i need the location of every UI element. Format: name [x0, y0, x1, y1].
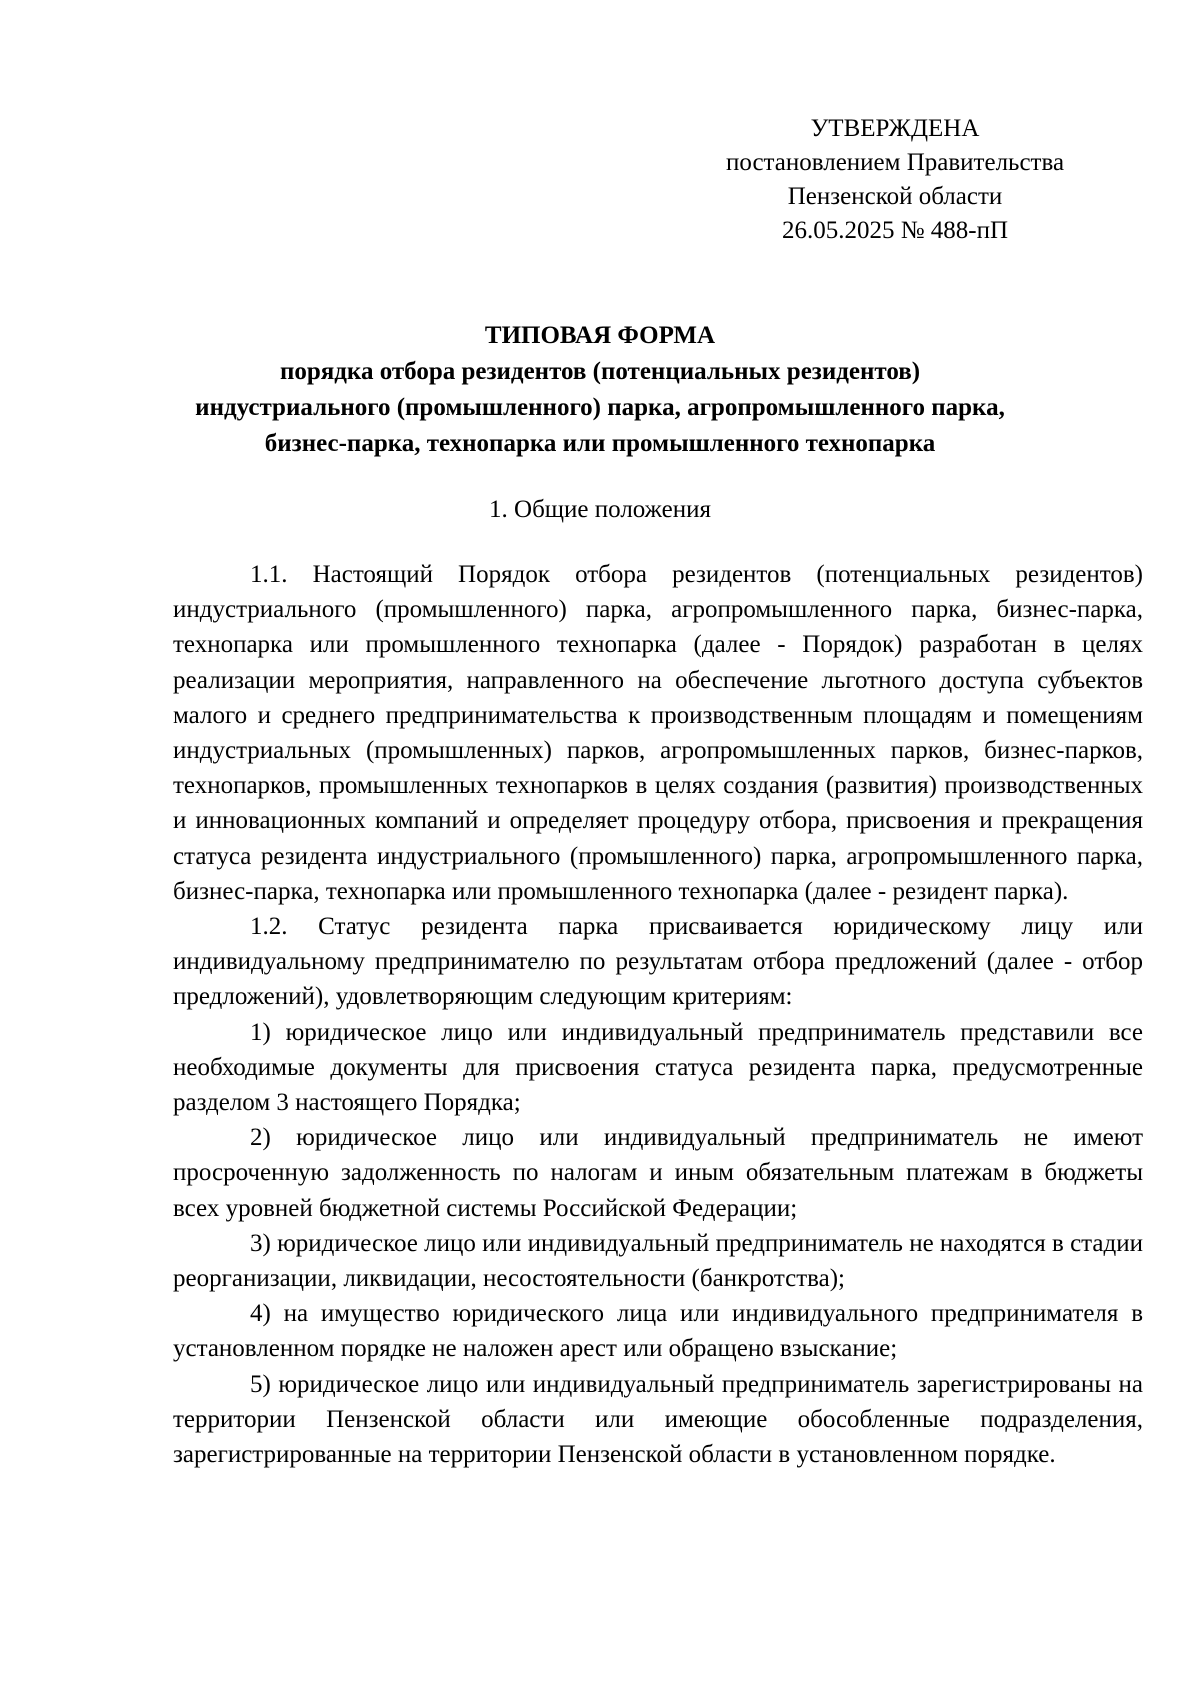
title-line-3: индустриального (промышленного) парка, агропромышленного парка,	[195, 394, 1005, 421]
document-title	[150, 318, 1050, 462]
approval-stamp	[690, 112, 1100, 248]
criterion-3: 3) юридическое лицо или индивидуальный предприниматель не находятся в стадии реорганизации, ликвидации, несостоятельности (банкротства);	[173, 1229, 1143, 1293]
document-body	[173, 557, 1143, 1472]
criterion-2: 2) юридическое лицо или индивидуальный предприниматель не имеют просроченную задолженность по налогам и иным обязательным платежам в бюджеты всех уровней бюджетной системы Российской Федерации;	[173, 1124, 1143, 1222]
approval-status: УТВЕРЖДЕНА	[810, 115, 980, 142]
approval-authority: постановлением Правительства	[725, 149, 1065, 176]
approval-date-number: 26.05.2025 № 488-пП	[781, 217, 1009, 244]
title-line-2: порядка отбора резидентов (потенциальных резидентов)	[279, 358, 921, 385]
criterion-4: 4) на имущество юридического лица или индивидуального предпринимателя в установленном порядке не наложен арест или обращено взыскание;	[173, 1300, 1143, 1363]
section-heading: 1. Общие положения	[489, 496, 711, 523]
title-line-4: бизнес-парка, технопарка или промышленного технопарка	[264, 430, 936, 457]
criterion-5: 5) юридическое лицо или индивидуальный предприниматель зарегистрированы на территории Пензенской области или имеющие обособленные подразделения, зарегистрированные на территории Пензенской области в установленном порядке.	[173, 1370, 1143, 1469]
criterion-1: 1) юридическое лицо или индивидуальный предприниматель представили все необходимые документы для присвоения статуса резидента парка, предусмотренные разделом 3 настоящего Порядка;	[173, 1018, 1143, 1117]
paragraph-1-2: 1.2. Статус резидента парка присваивается юридическому лицу или индивидуальному предпринимателю по результатам отбора предложений (далее - отбор предложений), удовлетворяющим следующим критериям:	[173, 913, 1143, 1011]
paragraph-1-1: 1.1. Настоящий Порядок отбора резидентов (потенциальных резидентов) индустриального (промышленного) парка, агропромышленного парка, бизнес-парка, технопарка или промышленного технопарка (далее - Порядок) разработан в целях реализации мероприятия, направленного на обеспечение льготного доступа субъектов малого и среднего предпринимательства к производственным площадям и помещениям индустриальных (промышленных) парков, агропромышленных парков, бизнес-парков, технопарков, промышленных технопарков в целях создания (развития) производственных и инновационных компаний и определяет процедуру отбора, присвоения и прекращения статуса резидента индустриального (промышленного) парка, агропромышленного парка, бизнес-парка, технопарка или промышленного технопарка (далее - резидент парка).	[173, 561, 1143, 905]
title-line-1: ТИПОВАЯ ФОРМА	[484, 322, 716, 349]
approval-region: Пензенской области	[787, 183, 1003, 210]
